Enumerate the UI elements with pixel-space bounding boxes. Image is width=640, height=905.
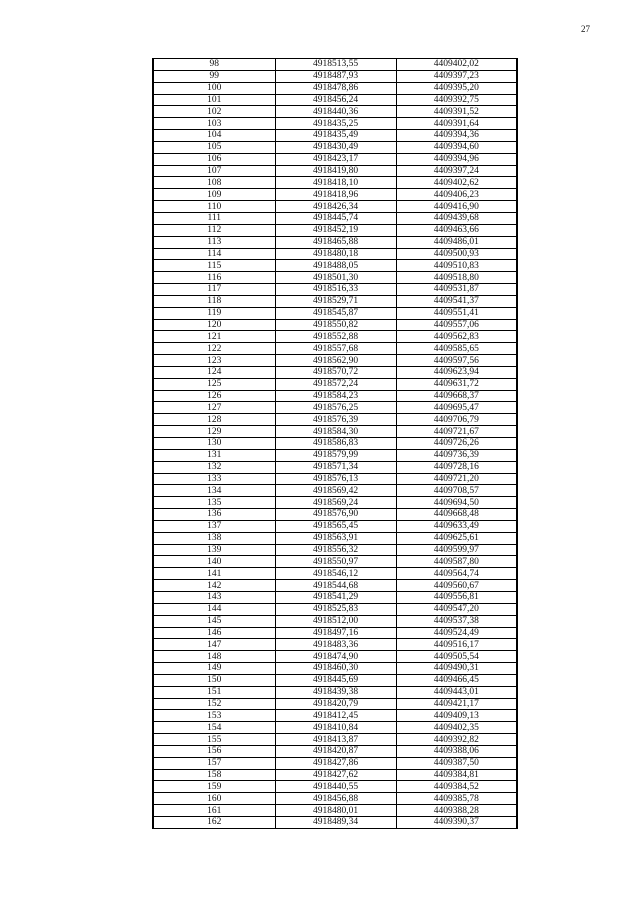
x-coordinate-cell: 4918456,24 [275, 94, 396, 106]
y-coordinate-cell: 4409406,23 [396, 189, 517, 201]
y-coordinate-cell: 4409564,74 [396, 568, 517, 580]
point-number-cell: 104 [153, 130, 275, 142]
y-coordinate-cell: 4409625,61 [396, 532, 517, 544]
y-coordinate-cell: 4409668,48 [396, 509, 517, 521]
x-coordinate-cell: 4918497,16 [275, 627, 396, 639]
y-coordinate-cell: 4409560,67 [396, 580, 517, 592]
x-coordinate-cell: 4918460,30 [275, 663, 396, 675]
x-coordinate-cell: 4918420,87 [275, 745, 396, 757]
x-coordinate-cell: 4918488,05 [275, 260, 396, 272]
table-row [153, 745, 517, 757]
y-coordinate-cell: 4409623,94 [396, 366, 517, 378]
table-row [153, 355, 517, 367]
table-row [153, 722, 517, 734]
y-coordinate-cell: 4409706,79 [396, 414, 517, 426]
point-number-cell: 102 [153, 106, 275, 118]
y-coordinate-cell: 4409597,56 [396, 355, 517, 367]
table-row [153, 189, 517, 201]
y-coordinate-cell: 4409633,49 [396, 520, 517, 532]
page-number: 27 [581, 24, 590, 34]
table-row [153, 556, 517, 568]
table-row [153, 497, 517, 509]
y-coordinate-cell: 4409439,68 [396, 212, 517, 224]
point-number-cell: 143 [153, 591, 275, 603]
table-row [153, 663, 517, 675]
x-coordinate-cell: 4918483,36 [275, 639, 396, 651]
y-coordinate-cell: 4409736,39 [396, 449, 517, 461]
x-coordinate-cell: 4918465,88 [275, 236, 396, 248]
point-number-cell: 103 [153, 118, 275, 130]
y-coordinate-cell: 4409394,60 [396, 141, 517, 153]
x-coordinate-cell: 4918474,90 [275, 651, 396, 663]
x-coordinate-cell: 4918572,24 [275, 378, 396, 390]
x-coordinate-cell: 4918501,30 [275, 272, 396, 284]
table-row [153, 319, 517, 331]
point-number-cell: 122 [153, 343, 275, 355]
point-number-cell: 149 [153, 663, 275, 675]
table-row [153, 248, 517, 260]
coordinates-table-body [153, 59, 517, 829]
table-row [153, 70, 517, 82]
x-coordinate-cell: 4918440,55 [275, 781, 396, 793]
y-coordinate-cell: 4409562,83 [396, 331, 517, 343]
table-row [153, 734, 517, 746]
table-row [153, 153, 517, 165]
point-number-cell: 113 [153, 236, 275, 248]
y-coordinate-cell: 4409518,80 [396, 272, 517, 284]
table-row [153, 757, 517, 769]
table-row [153, 224, 517, 236]
point-number-cell: 125 [153, 378, 275, 390]
point-number-cell: 157 [153, 757, 275, 769]
x-coordinate-cell: 4918584,30 [275, 426, 396, 438]
point-number-cell: 156 [153, 745, 275, 757]
x-coordinate-cell: 4918480,01 [275, 805, 396, 817]
y-coordinate-cell: 4409466,45 [396, 674, 517, 686]
x-coordinate-cell: 4918513,55 [275, 59, 396, 71]
point-number-cell: 145 [153, 615, 275, 627]
table-row [153, 461, 517, 473]
x-coordinate-cell: 4918427,86 [275, 757, 396, 769]
point-number-cell: 135 [153, 497, 275, 509]
table-row [153, 378, 517, 390]
x-coordinate-cell: 4918418,10 [275, 177, 396, 189]
point-number-cell: 137 [153, 520, 275, 532]
x-coordinate-cell: 4918439,38 [275, 686, 396, 698]
point-number-cell: 119 [153, 307, 275, 319]
point-number-cell: 159 [153, 781, 275, 793]
point-number-cell: 144 [153, 603, 275, 615]
table-row [153, 426, 517, 438]
table-row [153, 568, 517, 580]
x-coordinate-cell: 4918430,49 [275, 141, 396, 153]
x-coordinate-cell: 4918569,42 [275, 485, 396, 497]
table-row [153, 805, 517, 817]
table-row [153, 674, 517, 686]
table-row [153, 390, 517, 402]
point-number-cell: 147 [153, 639, 275, 651]
y-coordinate-cell: 4409390,37 [396, 817, 517, 829]
x-coordinate-cell: 4918516,33 [275, 284, 396, 296]
table-row [153, 106, 517, 118]
x-coordinate-cell: 4918478,86 [275, 82, 396, 94]
y-coordinate-cell: 4409397,23 [396, 70, 517, 82]
table-row [153, 473, 517, 485]
point-number-cell: 106 [153, 153, 275, 165]
table-row [153, 627, 517, 639]
x-coordinate-cell: 4918546,12 [275, 568, 396, 580]
x-coordinate-cell: 4918412,45 [275, 710, 396, 722]
x-coordinate-cell: 4918565,45 [275, 520, 396, 532]
y-coordinate-cell: 4409394,96 [396, 153, 517, 165]
y-coordinate-cell: 4409388,28 [396, 805, 517, 817]
point-number-cell: 105 [153, 141, 275, 153]
y-coordinate-cell: 4409599,97 [396, 544, 517, 556]
table-row [153, 201, 517, 213]
x-coordinate-cell: 4918512,00 [275, 615, 396, 627]
table-row [153, 307, 517, 319]
x-coordinate-cell: 4918550,97 [275, 556, 396, 568]
y-coordinate-cell: 4409547,20 [396, 603, 517, 615]
point-number-cell: 112 [153, 224, 275, 236]
x-coordinate-cell: 4918576,13 [275, 473, 396, 485]
x-coordinate-cell: 4918552,88 [275, 331, 396, 343]
x-coordinate-cell: 4918440,36 [275, 106, 396, 118]
x-coordinate-cell: 4918541,29 [275, 591, 396, 603]
x-coordinate-cell: 4918480,18 [275, 248, 396, 260]
y-coordinate-cell: 4409395,20 [396, 82, 517, 94]
point-number-cell: 116 [153, 272, 275, 284]
x-coordinate-cell: 4918435,49 [275, 130, 396, 142]
y-coordinate-cell: 4409631,72 [396, 378, 517, 390]
point-number-cell: 129 [153, 426, 275, 438]
table-row [153, 793, 517, 805]
table-row [153, 366, 517, 378]
point-number-cell: 98 [153, 59, 275, 71]
x-coordinate-cell: 4918413,87 [275, 734, 396, 746]
table-row [153, 212, 517, 224]
point-number-cell: 146 [153, 627, 275, 639]
y-coordinate-cell: 4409556,81 [396, 591, 517, 603]
x-coordinate-cell: 4918545,87 [275, 307, 396, 319]
table-row [153, 485, 517, 497]
y-coordinate-cell: 4409443,01 [396, 686, 517, 698]
x-coordinate-cell: 4918426,34 [275, 201, 396, 213]
point-number-cell: 101 [153, 94, 275, 106]
x-coordinate-cell: 4918419,80 [275, 165, 396, 177]
x-coordinate-cell: 4918525,83 [275, 603, 396, 615]
y-coordinate-cell: 4409402,35 [396, 722, 517, 734]
table-row [153, 698, 517, 710]
point-number-cell: 161 [153, 805, 275, 817]
point-number-cell: 109 [153, 189, 275, 201]
y-coordinate-cell: 4409587,80 [396, 556, 517, 568]
table-row [153, 272, 517, 284]
x-coordinate-cell: 4918410,84 [275, 722, 396, 734]
table-row [153, 686, 517, 698]
y-coordinate-cell: 4409402,62 [396, 177, 517, 189]
point-number-cell: 130 [153, 438, 275, 450]
x-coordinate-cell: 4918562,90 [275, 355, 396, 367]
point-number-cell: 139 [153, 544, 275, 556]
y-coordinate-cell: 4409391,52 [396, 106, 517, 118]
x-coordinate-cell: 4918487,93 [275, 70, 396, 82]
point-number-cell: 118 [153, 295, 275, 307]
y-coordinate-cell: 4409708,57 [396, 485, 517, 497]
x-coordinate-cell: 4918570,72 [275, 366, 396, 378]
point-number-cell: 99 [153, 70, 275, 82]
point-number-cell: 128 [153, 414, 275, 426]
point-number-cell: 100 [153, 82, 275, 94]
point-number-cell: 123 [153, 355, 275, 367]
y-coordinate-cell: 4409510,83 [396, 260, 517, 272]
y-coordinate-cell: 4409694,50 [396, 497, 517, 509]
coordinates-table [152, 58, 518, 829]
x-coordinate-cell: 4918420,79 [275, 698, 396, 710]
y-coordinate-cell: 4409551,41 [396, 307, 517, 319]
table-row [153, 130, 517, 142]
table-row [153, 260, 517, 272]
table-row [153, 509, 517, 521]
point-number-cell: 140 [153, 556, 275, 568]
point-number-cell: 154 [153, 722, 275, 734]
y-coordinate-cell: 4409388,06 [396, 745, 517, 757]
table-row [153, 710, 517, 722]
table-row [153, 165, 517, 177]
y-coordinate-cell: 4409416,90 [396, 201, 517, 213]
y-coordinate-cell: 4409537,38 [396, 615, 517, 627]
point-number-cell: 117 [153, 284, 275, 296]
y-coordinate-cell: 4409384,81 [396, 769, 517, 781]
x-coordinate-cell: 4918576,25 [275, 402, 396, 414]
y-coordinate-cell: 4409585,65 [396, 343, 517, 355]
x-coordinate-cell: 4918423,17 [275, 153, 396, 165]
y-coordinate-cell: 4409486,01 [396, 236, 517, 248]
y-coordinate-cell: 4409490,31 [396, 663, 517, 675]
point-number-cell: 124 [153, 366, 275, 378]
point-number-cell: 132 [153, 461, 275, 473]
point-number-cell: 152 [153, 698, 275, 710]
table-row [153, 284, 517, 296]
point-number-cell: 131 [153, 449, 275, 461]
x-coordinate-cell: 4918576,39 [275, 414, 396, 426]
point-number-cell: 136 [153, 509, 275, 521]
x-coordinate-cell: 4918550,82 [275, 319, 396, 331]
y-coordinate-cell: 4409668,37 [396, 390, 517, 402]
y-coordinate-cell: 4409531,87 [396, 284, 517, 296]
table-row [153, 402, 517, 414]
table-row [153, 414, 517, 426]
point-number-cell: 150 [153, 674, 275, 686]
x-coordinate-cell: 4918556,32 [275, 544, 396, 556]
x-coordinate-cell: 4918571,34 [275, 461, 396, 473]
table-row [153, 769, 517, 781]
table-row [153, 295, 517, 307]
table-row [153, 520, 517, 532]
table-row [153, 118, 517, 130]
y-coordinate-cell: 4409392,75 [396, 94, 517, 106]
point-number-cell: 151 [153, 686, 275, 698]
y-coordinate-cell: 4409391,64 [396, 118, 517, 130]
table-row [153, 544, 517, 556]
y-coordinate-cell: 4409392,82 [396, 734, 517, 746]
y-coordinate-cell: 4409728,16 [396, 461, 517, 473]
y-coordinate-cell: 4409387,50 [396, 757, 517, 769]
point-number-cell: 155 [153, 734, 275, 746]
table-row [153, 236, 517, 248]
point-number-cell: 110 [153, 201, 275, 213]
x-coordinate-cell: 4918445,74 [275, 212, 396, 224]
point-number-cell: 141 [153, 568, 275, 580]
point-number-cell: 127 [153, 402, 275, 414]
point-number-cell: 160 [153, 793, 275, 805]
x-coordinate-cell: 4918427,62 [275, 769, 396, 781]
table-row [153, 331, 517, 343]
y-coordinate-cell: 4409557,06 [396, 319, 517, 331]
y-coordinate-cell: 4409421,17 [396, 698, 517, 710]
y-coordinate-cell: 4409721,67 [396, 426, 517, 438]
point-number-cell: 153 [153, 710, 275, 722]
table-row [153, 438, 517, 450]
y-coordinate-cell: 4409516,17 [396, 639, 517, 651]
y-coordinate-cell: 4409402,02 [396, 59, 517, 71]
y-coordinate-cell: 4409394,36 [396, 130, 517, 142]
x-coordinate-cell: 4918435,25 [275, 118, 396, 130]
point-number-cell: 134 [153, 485, 275, 497]
point-number-cell: 111 [153, 212, 275, 224]
table-row [153, 580, 517, 592]
x-coordinate-cell: 4918569,24 [275, 497, 396, 509]
y-coordinate-cell: 4409397,24 [396, 165, 517, 177]
y-coordinate-cell: 4409409,13 [396, 710, 517, 722]
x-coordinate-cell: 4918576,90 [275, 509, 396, 521]
y-coordinate-cell: 4409385,78 [396, 793, 517, 805]
y-coordinate-cell: 4409541,37 [396, 295, 517, 307]
y-coordinate-cell: 4409463,66 [396, 224, 517, 236]
point-number-cell: 108 [153, 177, 275, 189]
point-number-cell: 148 [153, 651, 275, 663]
point-number-cell: 142 [153, 580, 275, 592]
point-number-cell: 126 [153, 390, 275, 402]
point-number-cell: 162 [153, 817, 275, 829]
point-number-cell: 138 [153, 532, 275, 544]
x-coordinate-cell: 4918452,19 [275, 224, 396, 236]
x-coordinate-cell: 4918584,23 [275, 390, 396, 402]
x-coordinate-cell: 4918489,34 [275, 817, 396, 829]
table-row [153, 94, 517, 106]
table-row [153, 639, 517, 651]
table-row [153, 591, 517, 603]
point-number-cell: 114 [153, 248, 275, 260]
table-row [153, 59, 517, 71]
table-row [153, 603, 517, 615]
y-coordinate-cell: 4409695,47 [396, 402, 517, 414]
x-coordinate-cell: 4918563,91 [275, 532, 396, 544]
point-number-cell: 107 [153, 165, 275, 177]
y-coordinate-cell: 4409726,26 [396, 438, 517, 450]
x-coordinate-cell: 4918456,88 [275, 793, 396, 805]
x-coordinate-cell: 4918586,83 [275, 438, 396, 450]
y-coordinate-cell: 4409500,93 [396, 248, 517, 260]
table-row [153, 615, 517, 627]
table-row [153, 343, 517, 355]
table-row [153, 532, 517, 544]
table-row [153, 817, 517, 829]
x-coordinate-cell: 4918544,68 [275, 580, 396, 592]
table-row [153, 781, 517, 793]
x-coordinate-cell: 4918579,99 [275, 449, 396, 461]
y-coordinate-cell: 4409721,20 [396, 473, 517, 485]
point-number-cell: 115 [153, 260, 275, 272]
y-coordinate-cell: 4409505,54 [396, 651, 517, 663]
table-row [153, 141, 517, 153]
table-row [153, 177, 517, 189]
table-row [153, 449, 517, 461]
point-number-cell: 121 [153, 331, 275, 343]
table-row [153, 82, 517, 94]
point-number-cell: 120 [153, 319, 275, 331]
x-coordinate-cell: 4918557,68 [275, 343, 396, 355]
y-coordinate-cell: 4409384,52 [396, 781, 517, 793]
table-row [153, 651, 517, 663]
x-coordinate-cell: 4918418,96 [275, 189, 396, 201]
x-coordinate-cell: 4918445,69 [275, 674, 396, 686]
point-number-cell: 158 [153, 769, 275, 781]
x-coordinate-cell: 4918529,71 [275, 295, 396, 307]
point-number-cell: 133 [153, 473, 275, 485]
y-coordinate-cell: 4409524,49 [396, 627, 517, 639]
